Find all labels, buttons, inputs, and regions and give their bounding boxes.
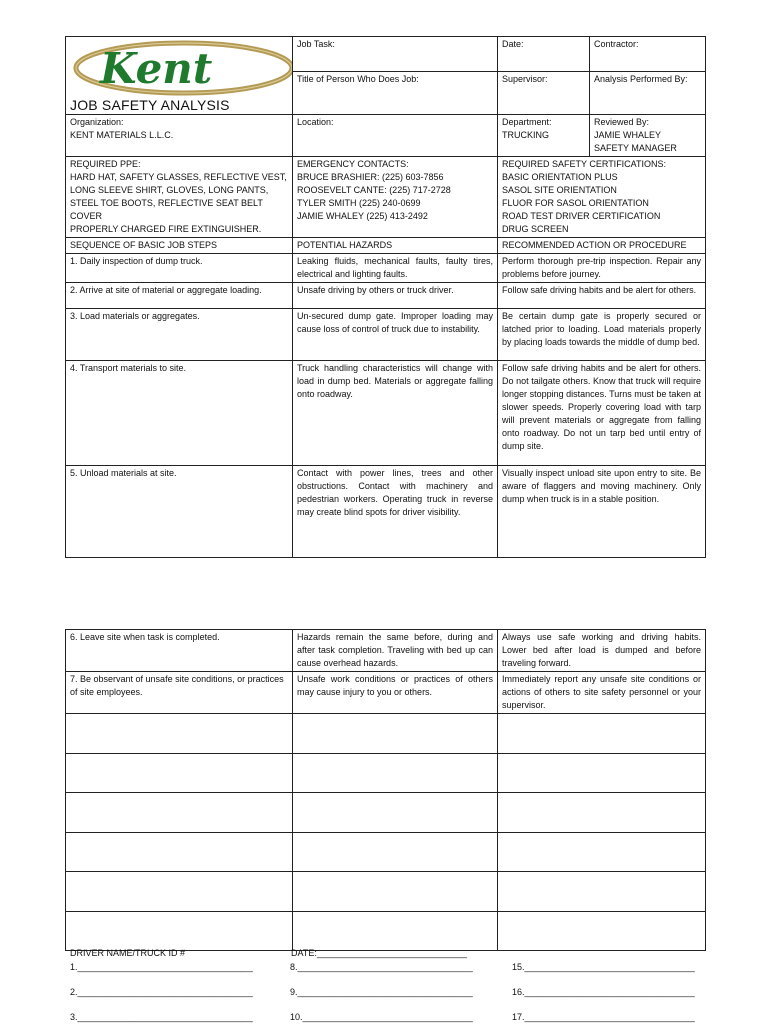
location-label: Location: — [297, 117, 334, 127]
certification-item: ROAD TEST DRIVER CERTIFICATION — [502, 211, 661, 221]
reviewed-cell — [590, 115, 706, 157]
job-task-cell — [293, 37, 498, 72]
blank-cell[interactable] — [66, 872, 293, 912]
hazards-header: POTENTIAL HAZARDS — [293, 238, 498, 254]
blank-row — [66, 911, 706, 951]
signature-line[interactable]: 15.__________________________________ — [512, 962, 695, 972]
organization-label: Organization: — [70, 117, 124, 127]
table-row — [66, 254, 706, 283]
table-row — [66, 630, 706, 672]
blank-row — [66, 793, 706, 833]
reviewed-label: Reviewed By: — [594, 117, 650, 127]
certifications-list — [502, 171, 701, 236]
table-row — [66, 309, 706, 361]
action-cell: Immediately report any unsafe site conditions or actions of others to site safety personnel or your supervisor. — [498, 672, 706, 714]
emergency-title: EMERGENCY CONTACTS: — [297, 159, 409, 169]
action-cell: Follow safe driving habits and be alert for others. — [498, 283, 706, 309]
emergency-contact: BRUCE BRASHIER: (225) 603-7856 — [297, 172, 444, 182]
step-cell: 7. Be observant of unsafe site conditions, or practices of site employees. — [66, 672, 293, 714]
signature-line[interactable]: 2.___________________________________ — [70, 987, 253, 997]
table-row — [66, 361, 706, 466]
step-cell: 1. Daily inspection of dump truck. — [66, 254, 293, 283]
emergency-cell — [293, 157, 498, 238]
action-cell: Always use safe working and driving habits. Lower bed after load is dumped and before traveling forward. — [498, 630, 706, 672]
blank-row — [66, 832, 706, 872]
signature-line[interactable]: 8.___________________________________ — [290, 962, 473, 972]
blank-cell[interactable] — [66, 832, 293, 872]
location-cell — [293, 115, 498, 157]
hazard-cell: Un-secured dump gate. Improper loading may cause loss of control of truck due to instability. — [293, 309, 498, 361]
reviewed-name: JAMIE WHALEY — [594, 130, 662, 140]
step-cell: 2. Arrive at site of material or aggregate loading. — [66, 283, 293, 309]
blank-row — [66, 753, 706, 793]
certification-item: FLUOR FOR SASOL ORIENTATION — [502, 198, 649, 208]
blank-cell[interactable] — [498, 911, 706, 951]
signature-line[interactable]: 16.__________________________________ — [512, 987, 695, 997]
title-person-label: Title of Person Who Does Job: — [297, 74, 419, 84]
certifications-cell — [498, 157, 706, 238]
department-label: Department: — [502, 117, 552, 127]
hazard-cell: Hazards remain the same before, during and after task completion. Traveling with bed up can cause overhead hazards. — [293, 630, 498, 672]
blank-cell[interactable] — [66, 753, 293, 793]
step-cell: 5. Unload materials at site. — [66, 466, 293, 558]
blank-cell[interactable] — [498, 714, 706, 754]
supervisor-cell — [498, 72, 590, 115]
contractor-cell — [590, 37, 706, 72]
certification-item: DRUG SCREEN — [502, 224, 569, 234]
job-task-label: Job Task: — [297, 39, 335, 49]
blank-cell[interactable] — [66, 911, 293, 951]
table-row — [66, 672, 706, 714]
blank-cell[interactable] — [293, 911, 498, 951]
steps-header: SEQUENCE OF BASIC JOB STEPS — [66, 238, 293, 254]
hazard-cell: Unsafe driving by others or truck driver. — [293, 283, 498, 309]
step-cell: 4. Transport materials to site. — [66, 361, 293, 466]
date-line[interactable]: DATE:______________________________ — [291, 948, 467, 958]
ppe-item: LONG SLEEVE SHIRT, GLOVES, LONG PANTS, — [70, 185, 269, 195]
signature-line[interactable]: 1.___________________________________ — [70, 962, 253, 972]
reviewed-title: SAFETY MANAGER — [594, 143, 677, 153]
emergency-contact: JAMIE WHALEY (225) 413-2492 — [297, 211, 428, 221]
ppe-cell — [66, 157, 293, 238]
department-cell — [498, 115, 590, 157]
signature-line[interactable]: 10.__________________________________ — [290, 1012, 473, 1022]
ppe-item: PROPERLY CHARGED FIRE EXTINGUISHER. — [70, 224, 262, 234]
blank-cell[interactable] — [66, 793, 293, 833]
hazard-cell: Leaking fluids, mechanical faults, faulty tires, electrical and lighting faults. — [293, 254, 498, 283]
blank-cell[interactable] — [498, 832, 706, 872]
table-row — [66, 466, 706, 558]
table-row — [66, 283, 706, 309]
logo-cell — [66, 37, 293, 115]
emergency-contact: ROOSEVELT CANTE: (225) 717-2728 — [297, 185, 451, 195]
ppe-title: REQUIRED PPE: — [70, 159, 141, 169]
blank-cell[interactable] — [498, 753, 706, 793]
blank-row — [66, 714, 706, 754]
analysis-by-cell — [590, 72, 706, 115]
jsa-table-bottom — [65, 629, 706, 951]
kent-logo — [66, 37, 292, 97]
jsa-table-top — [65, 36, 706, 558]
ppe-list — [70, 171, 288, 236]
contractor-label: Contractor: — [594, 39, 639, 49]
supervisor-label: Supervisor: — [502, 74, 548, 84]
organization-value: KENT MATERIALS L.L.C. — [70, 130, 174, 140]
ppe-item: HARD HAT, SAFETY GLASSES, REFLECTIVE VEST, — [70, 172, 287, 182]
hazard-cell: Truck handling characteristics will change with load in dump bed. Materials or aggregate falling onto roadway. — [293, 361, 498, 466]
ppe-item: STEEL TOE BOOTS, REFLECTIVE SEAT BELT COVER — [70, 198, 263, 221]
action-cell: Follow safe driving habits and be alert for others. Do not tailgate others. Know that truck will require longer stopping distances. Turns must be taken at slower speeds. Properly covering load with tarp will prevent materials or aggregate from falling onto roadway. Do not un tarp bed until entry of dump site. — [498, 361, 706, 466]
action-cell: Be certain dump gate is properly secured or latched prior to loading. Load materials properly by placing loads towards the middle of dump bed. — [498, 309, 706, 361]
svg-text:Kent: Kent — [100, 44, 213, 93]
blank-cell[interactable] — [293, 753, 498, 793]
blank-cell[interactable] — [293, 832, 498, 872]
emergency-contact: TYLER SMITH (225) 240-0699 — [297, 198, 421, 208]
driver-name-label: DRIVER NAME/TRUCK ID # — [70, 948, 186, 958]
department-value: TRUCKING — [502, 130, 549, 140]
blank-row — [66, 872, 706, 912]
hazard-cell: Contact with power lines, trees and other obstructions. Contact with machinery and pedestrian workers. Operating truck in reverse may create blind spots for driver visibility. — [293, 466, 498, 558]
emergency-list — [297, 171, 493, 223]
blank-cell[interactable] — [498, 793, 706, 833]
analysis-by-label: Analysis Performed By: — [594, 74, 688, 84]
certifications-title: REQUIRED SAFETY CERTIFICATIONS: — [502, 159, 667, 169]
blank-cell[interactable] — [293, 714, 498, 754]
date-label: Date: — [502, 39, 524, 49]
action-cell: Perform thorough pre-trip inspection. Repair any problems before journey. — [498, 254, 706, 283]
date-cell — [498, 37, 590, 72]
blank-cell[interactable] — [66, 714, 293, 754]
step-cell: 6. Leave site when task is completed. — [66, 630, 293, 672]
document-title: JOB SAFETY ANALYSIS — [70, 97, 230, 113]
hazard-cell: Unsafe work conditions or practices of others may cause injury to you or others. — [293, 672, 498, 714]
certification-item: BASIC ORIENTATION PLUS — [502, 172, 618, 182]
blank-cell[interactable] — [498, 872, 706, 912]
certification-item: SASOL SITE ORIENTATION — [502, 185, 617, 195]
signature-line[interactable]: 17.__________________________________ — [512, 1012, 695, 1022]
blank-cell[interactable] — [293, 872, 498, 912]
signature-line[interactable]: 3.___________________________________ — [70, 1012, 253, 1022]
organization-cell — [66, 115, 293, 157]
signature-line[interactable]: 9.___________________________________ — [290, 987, 473, 997]
blank-cell[interactable] — [293, 793, 498, 833]
actions-header: RECOMMENDED ACTION OR PROCEDURE — [498, 238, 706, 254]
step-cell: 3. Load materials or aggregates. — [66, 309, 293, 361]
title-person-cell — [293, 72, 498, 115]
action-cell: Visually inspect unload site upon entry to site. Be aware of flaggers and moving machinery. Only dump when truck is in a stable position. — [498, 466, 706, 558]
